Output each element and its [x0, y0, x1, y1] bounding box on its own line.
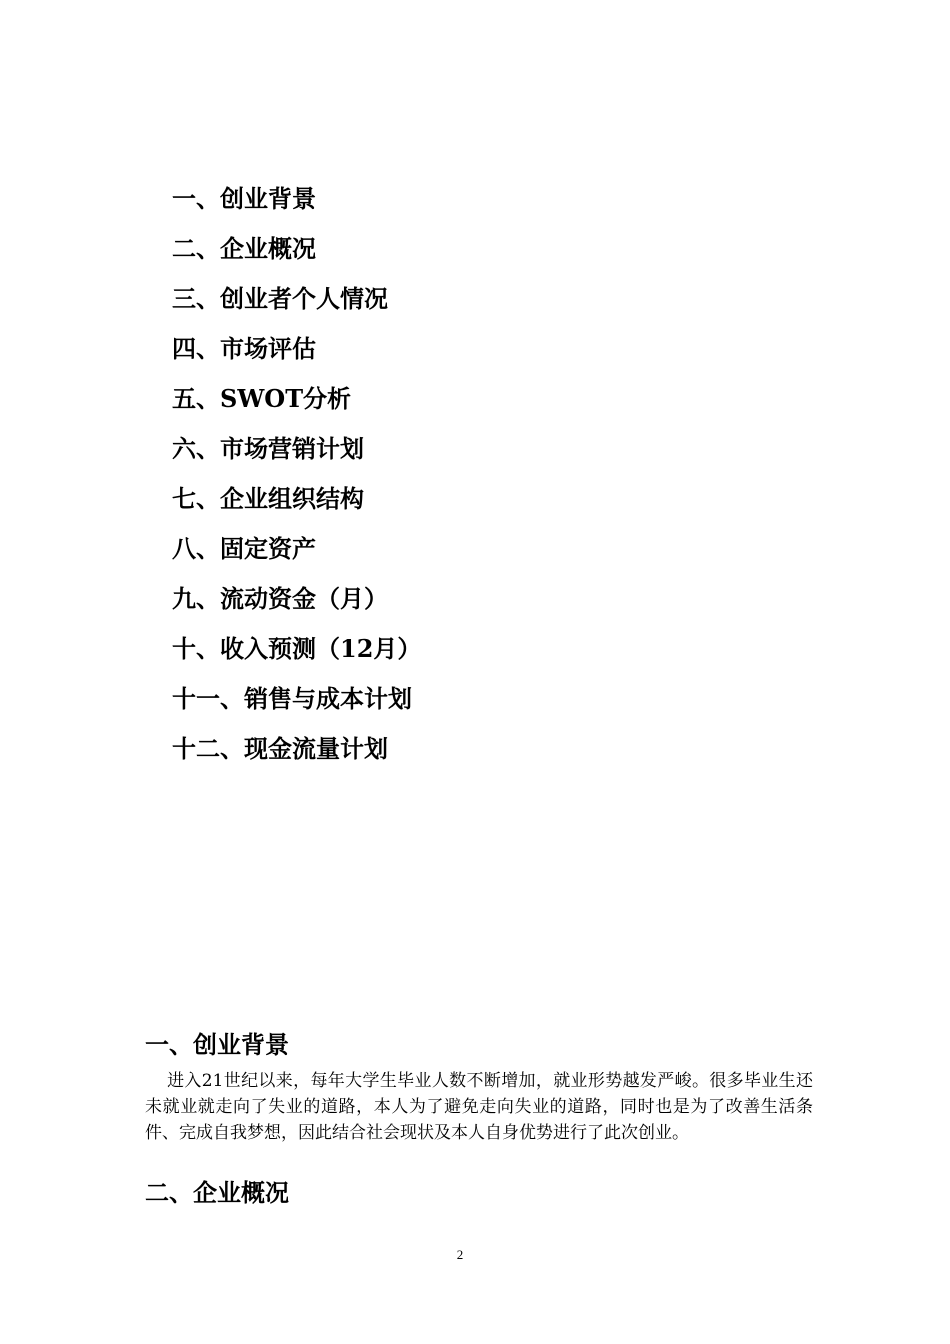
toc-item-founder-profile: 三、创业者个人情况 [172, 284, 388, 313]
toc-item-cash-flow-plan: 十二、现金流量计划 [172, 734, 388, 763]
toc-item-working-capital: 九、流动资金（月） [172, 584, 388, 613]
toc-item-swot-analysis: 五、SWOT分析 [172, 384, 352, 413]
section-heading-startup-background: 一、创业背景 [145, 1030, 289, 1059]
toc-item-company-overview: 二、企业概况 [172, 234, 316, 263]
toc-item-fixed-assets: 八、固定资产 [172, 534, 316, 563]
toc-item-market-assessment: 四、市场评估 [172, 334, 316, 363]
toc-item-sales-cost-plan: 十一、销售与成本计划 [172, 684, 412, 713]
section-heading-company-overview: 二、企业概况 [145, 1178, 289, 1207]
toc-item-startup-background: 一、创业背景 [172, 184, 316, 213]
toc-item-marketing-plan: 六、市场营销计划 [172, 434, 364, 463]
toc-item-revenue-forecast: 十、收入预测（12月） [172, 634, 422, 663]
page-number: 2 [456, 1247, 464, 1262]
table-of-contents [172, 180, 421, 780]
toc-item-organization-structure: 七、企业组织结构 [172, 484, 364, 513]
section-body-startup-background: 进入21世纪以来，每年大学生毕业人数不断增加，就业形势越发严峻。很多毕业生还未就业就走向了失业的道路，本人为了避免走向失业的道路，同时也是为了改善生活条件、完成自我梦想，因此结合社会现状及本人自身优势进行了此次创业。 [145, 1071, 813, 1143]
